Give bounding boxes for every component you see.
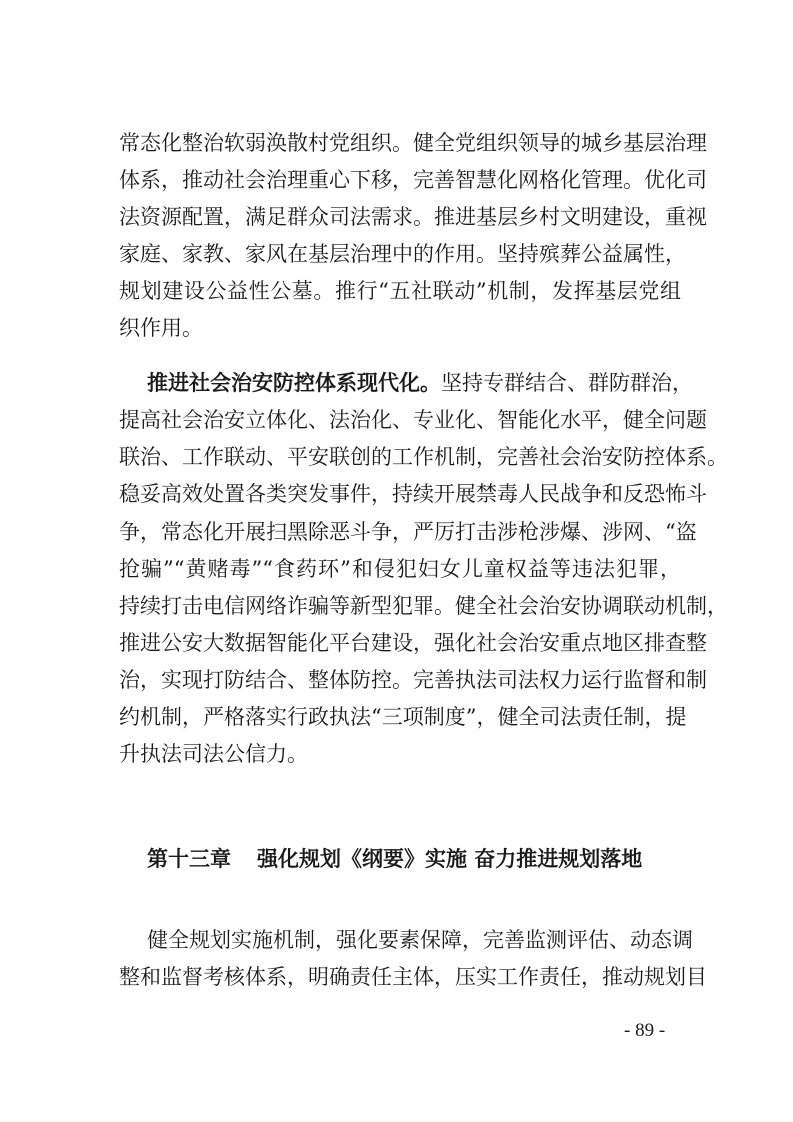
page-number: - 89 - (624, 1020, 666, 1041)
chapter-heading (147, 843, 642, 875)
text-line: 家庭、家教、家风在基层治理中的作用。坚持殡葬公益属性， (119, 242, 686, 266)
text-line: 织作用。 (119, 316, 203, 340)
text-line: 稳妥高效处置各类突发事件，持续开展禁毒人民战争和反恐怖斗 (119, 482, 707, 506)
text-line: 规划建设公益性公墓。推行“五社联动”机制，发挥基层党组 (119, 279, 681, 303)
text-line: 法资源配置，满足群众司法需求。推进基层乡村文明建设，重视 (119, 205, 707, 229)
paragraph-first-line (147, 367, 693, 399)
text-line: 约机制，严格落实行政执法“三项制度”，健全司法责任制，提 (119, 705, 687, 729)
chapter-number: 第十三章 (147, 846, 231, 871)
text-line: 整和监督考核体系，明确责任主体，压实工作责任，推动规划目 (119, 965, 707, 989)
text-line: 常态化整治软弱涣散村党组织。健全党组织领导的城乡基层治理 (119, 131, 707, 155)
text-line: 联治、工作联动、平安联创的工作机制，完善社会治安防控体系。 (119, 445, 728, 469)
text-line: 持续打击电信网络诈骗等新型犯罪。健全社会治安协调联动机制， (119, 594, 728, 618)
text-line: 升执法司法公信力。 (119, 742, 308, 766)
text-line: 体系，推动社会治理重心下移，完善智慧化网格化管理。优化司 (119, 168, 707, 192)
text-line: 争，常态化开展扫黑除恶斗争，严厉打击涉枪涉爆、涉网、“盗 (119, 520, 697, 544)
paragraph-heading: 推进社会治安防控体系现代化。 (147, 370, 441, 395)
text-line: 推进公安大数据智能化平台建设，强化社会治安重点地区排查整 (119, 631, 707, 655)
text-line: 抢骗”“黄赌毒”“食药环”和侵犯妇女儿童权益等违法犯罪， (119, 557, 681, 581)
text-line: 提高社会治安立体化、法治化、专业化、智能化水平，健全问题 (119, 408, 707, 432)
text-line: 健全规划实施机制，强化要素保障，完善监测评估、动态调 (147, 928, 693, 952)
chapter-title: 强化规划《纲要》实施 奋力推进规划落地 (257, 846, 643, 871)
text-line: 治，实现打防结合、整体防控。完善执法司法权力运行监督和制 (119, 668, 707, 692)
text-run: 坚持专群结合、群防群治， (441, 371, 693, 395)
